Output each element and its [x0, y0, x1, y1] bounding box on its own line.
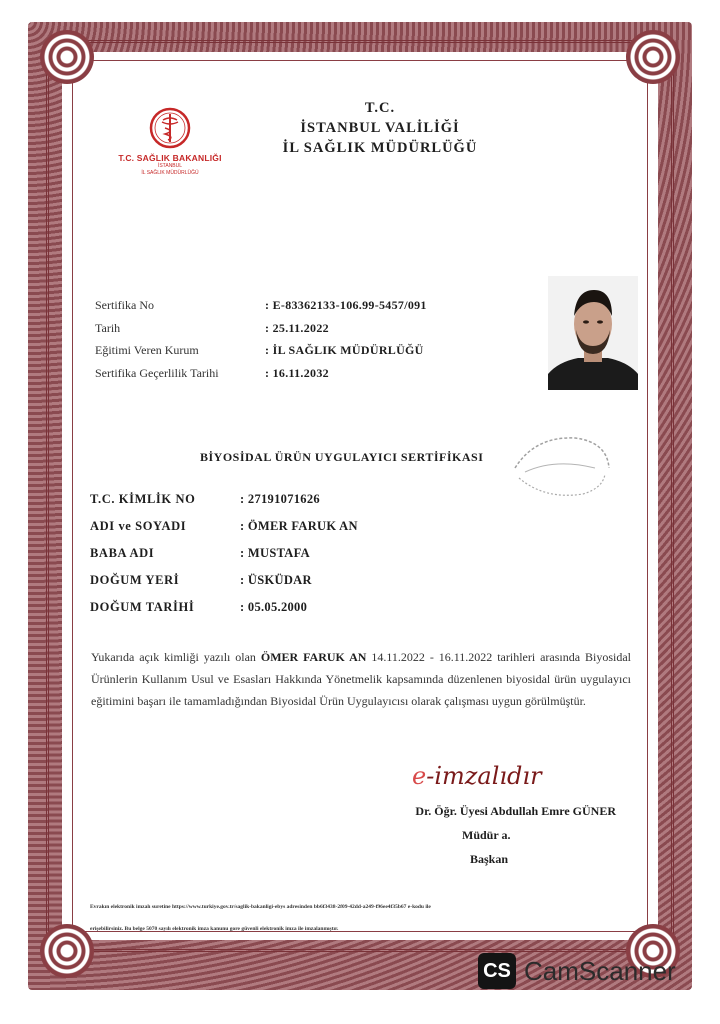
certificate-statement: [91, 646, 631, 712]
person-row: [90, 567, 358, 594]
person-label: DOĞUM TARİHİ: [90, 600, 195, 614]
signer-block: [366, 804, 616, 866]
logo-city: İSTANBUL: [157, 163, 183, 169]
info-label: Tarih: [95, 320, 121, 335]
logo-directorate: İL SAĞLIK MÜDÜRLÜĞÜ: [141, 170, 199, 176]
info-row: [95, 366, 427, 389]
info-value: : 25.11.2022: [265, 320, 329, 335]
e-signature-mark: [412, 762, 542, 790]
seal-stamp-icon: [505, 428, 615, 502]
person-value: : ÖMER FARUK AN: [240, 519, 358, 533]
person-label: DOĞUM YERİ: [90, 573, 180, 587]
header-line-directorate: İL SAĞLIK MÜDÜRLÜĞÜ: [282, 140, 478, 156]
info-label: Eğitimi Veren Kurum: [95, 343, 199, 357]
person-value: : MUSTAFA: [240, 546, 310, 560]
holder-details: [90, 486, 358, 621]
info-row: [95, 343, 427, 366]
camscanner-name: CamScanner: [524, 955, 676, 986]
ministry-logo: [112, 106, 228, 196]
footer-line: Evrakın elektronik imzalı suretine https://www.turkiye.gov.tr/saglik-bakanligi-ebys adresinden bb6f3438-2f09-42dd-a249-f96ee4f35b67 e-kodu ile: [90, 904, 431, 910]
corner-ornament: [40, 30, 94, 84]
person-label: BABA ADI: [90, 546, 155, 560]
person-row: [90, 486, 358, 513]
person-row: [90, 540, 358, 567]
person-value: : 27191071626: [240, 492, 320, 506]
signer-name: Dr. Öğr. Üyesi Abdullah Emre GÜNER: [415, 804, 616, 818]
person-label: ADI ve SOYADI: [90, 519, 187, 533]
footer-line: erişebilirsiniz. Bu belge 5070 sayılı elektronik imza kanunu gore güvenli elektronik imza ile imzalanmıştır.: [90, 926, 339, 932]
person-value: : 05.05.2000: [240, 600, 308, 614]
verification-footer: [90, 896, 630, 940]
info-label: Sertifika Geçerlilik Tarihi: [95, 365, 219, 380]
info-value: : 16.11.2032: [265, 365, 329, 380]
camscanner-watermark: [478, 953, 676, 989]
logo-ministry-name: T.C. SAĞLIK BAKANLIĞI: [118, 153, 222, 163]
caduceus-emblem-icon: [148, 106, 192, 150]
person-row: [90, 594, 358, 621]
header-line-governorship: İSTANBUL VALİLİĞİ: [300, 120, 460, 136]
statement-text: 14.11.2022 - 16.11.2022 tarihleri arasında Biyosidal Ürünlerin Kullanım Usul ve Esasları Hakkında Yönetmelik kapsamında düzenlenen biyosidal ürün uygulayıcı eğitimini başarı ile tamamladığından Biyosidal Ürün Uygulayıcısı olarak çalışması uygun görülmüştür.: [91, 650, 631, 708]
document-header: [230, 98, 530, 158]
header-line-tc: T.C.: [364, 100, 396, 116]
statement-text: Yukarıda açık kimliği yazılı olan: [91, 650, 261, 664]
info-row: [95, 298, 427, 321]
holder-photo: [548, 276, 638, 390]
signer-role: Müdür a.: [462, 828, 511, 842]
e-signature-symbol: e: [412, 762, 427, 790]
corner-ornament: [40, 924, 94, 978]
e-signature-text: -imzalıdır: [426, 762, 542, 790]
info-row: [95, 321, 427, 344]
camscanner-logo-icon: CS: [478, 953, 516, 989]
statement-holder-name: ÖMER FARUK AN: [260, 650, 367, 664]
person-row: [90, 513, 358, 540]
info-value: : İL SAĞLIK MÜDÜRLÜĞÜ: [265, 343, 424, 357]
person-value: : ÜSKÜDAR: [240, 573, 312, 587]
info-value: : E-83362133-106.99-5457/091: [265, 298, 427, 312]
person-portrait-icon: [548, 276, 638, 390]
info-label: Sertifika No: [95, 298, 154, 312]
signer-title: Başkan: [470, 852, 509, 866]
certificate-info: [95, 298, 427, 388]
person-label: T.C. KİMLİK NO: [90, 492, 196, 506]
corner-ornament: [626, 30, 680, 84]
certificate-title: BİYOSİDAL ÜRÜN UYGULAYICI SERTİFİKASI: [200, 450, 484, 464]
